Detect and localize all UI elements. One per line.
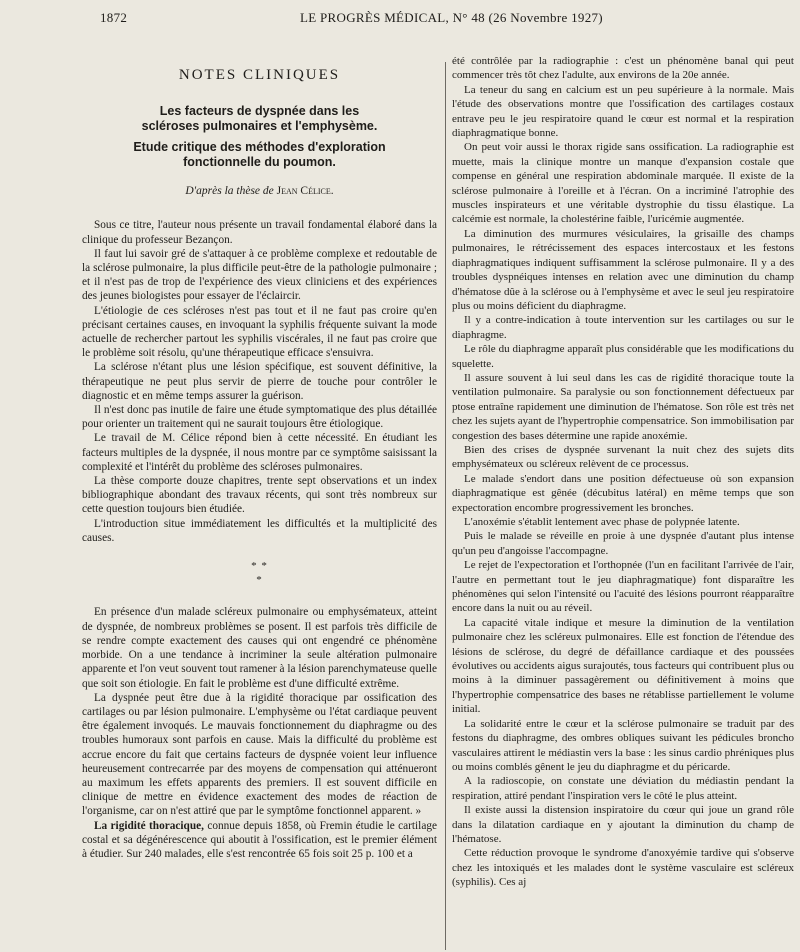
paragraph: Le malade s'endort dans une position défectueuse où son expansion diaphragmatique est gênée (décubitus latéral) en même temps que son expectoration encombre progressivement les bronches. (452, 472, 794, 514)
paragraph: L'étiologie de ces scléroses n'est pas tout et il ne faut pas croire qu'en précisant certaines causes, en invoquant la syphilis fréquente suivant la mode actuelle de rechercher partout les syphilis viscérales, il ne faut pas croire que le problème soit résolu, qu'une thérapeutique efficace s'ensuivra. (82, 304, 437, 360)
right-column (452, 54, 794, 890)
article-subtitle-line: Etude critique des méthodes d'exploration (133, 140, 386, 155)
column-divider (445, 62, 446, 950)
paragraph: Il existe aussi la distension inspiratoire du cœur qui joue un grand rôle dans la dilatation cardiaque en y ajoutant la diminution du champ de l'hématose. (452, 804, 794, 845)
paragraph: Sous ce titre, l'auteur nous présente un travail fondamental élaboré dans la clinique du professeur Bezançon. (82, 219, 437, 246)
paragraph: Puis le malade se réveille en proie à une dyspnée d'autant plus intense qu'un peu d'angoisse l'accompagne. (452, 530, 794, 557)
running-header (0, 0, 800, 34)
byline (82, 184, 437, 198)
paragraph: Il faut lui savoir gré de s'attaquer à ce problème complexe et redoutable de la sclérose pulmonaire, la plus difficile peut-être de la pathologie pulmonaire ; et il n'est pas de trop de l'expérience des vieux cliniciens et des expériences des jeunes biologistes pour essayer de l'éclaircir. (82, 247, 437, 303)
paragraph: Il assure souvent à lui seul dans les cas de rigidité thoracique toute la ventilation pulmonaire. Sa paralysie ou son fonctionnement défectueux par ptose entraîne rapidement une diminution de l'hématose. Son rôle est très net chez les sujets ayant de l'hypertrophie compensatrice. Son immobilisation par congestion des bases détermine une rapide anoxémie. (452, 371, 794, 442)
paragraph: On peut voir aussi le thorax rigide sans ossification. La radiographie est muette, mais la clinique montre un manque d'expansion costale que compense en général une respiration abdominale marquée. Il existe de la sclérose pulmonaire à l'oreille et à l'écran. On a incriminé l'atrophie des muscles inspirateurs et une véritable dystrophie du tissu élastique. La calcémie est normale, la cholestérine faible, l'uricémie augmentée. (452, 141, 794, 226)
paragraph: Cette réduction provoque le syndrome d'anoxyémie tardive qui s'observe chez les intoxiqués et les malades dont le système vasculaire est scléreux (syphilis). Ces aj (452, 847, 794, 889)
paragraph: L'introduction situe immédiatement les difficultés et la multiplicité des causes. (82, 517, 437, 544)
article-title (82, 104, 437, 134)
byline-prefix: D'après la thèse de (185, 185, 274, 198)
running-title: LE PROGRÈS MÉDICAL, N° 48 (26 Novembre 1927) (300, 10, 603, 25)
left-column (82, 68, 437, 861)
paragraph: L'anoxémie s'établit lentement avec phase de polypnée latente. (464, 516, 740, 528)
paragraph-lead-bold: La rigidité thoracique, (94, 819, 204, 832)
paragraph: La solidarité entre le cœur et la sclérose pulmonaire se traduit par des festons du diaphragme, des ombres obliques suivant les pédicules broncho vasculaires attirent le médiastin vers la base : les sinus cardio phréniques plus ou moins comblés gênent le jeu du diaphragme et du péricarde. (452, 717, 794, 773)
paragraph: La capacité vitale indique et mesure la diminution de la ventilation pulmonaire chez les scléreux pulmonaires. Elle est fonction de l'étendue des lésions de sclérose, du degré de défaillance cardiaque et des poussées évolutives ou accidents aigus surajoutés, tous facteurs qui contribuent plus ou moins à la diminuer passagèrement ou définitivement à moins que l'hypertrophie compensatrice des bases ne rétablisse partiellement le volume initial. (452, 616, 794, 716)
paragraph: La thèse comporte douze chapitres, trente sept observations et un index bibliographique abondant des travaux récents, qui sont très nombreux sur cette question toujours bien étudiée. (82, 475, 437, 516)
paragraph: Le travail de M. Célice répond bien à cette nécessité. En étudiant les facteurs multiples de la dyspnée, il nous montre par ce symptôme saisissant la complexité et l'intérêt du problème des scléroses pulmonaires. (82, 432, 437, 473)
article-subtitle-line: fonctionnelle du poumon. (183, 155, 336, 170)
section-break-stars: * * * (251, 560, 268, 587)
paragraph: Il y a contre-indication à toute intervention sur les cartilages ou sur le diaphragme. (452, 314, 794, 341)
paragraph: Le rôle du diaphragme apparaît plus considérable que les modifications du squelette. (452, 343, 794, 370)
article-title-line: scléroses pulmonaires et l'emphysème. (141, 119, 378, 134)
paragraph: été contrôlée par la radiographie : c'est un phénomène banal qui peut commencer très tôt chez l'adulte, aux environs de la 20e année. (452, 55, 794, 82)
section-title: NOTES CLINIQUES (178, 67, 341, 83)
paragraph: La sclérose n'étant plus une lésion spécifique, est souvent définitive, la thérapeutique ne peut plus servir de pierre de touche pour contrôler le diagnostic et en même temps assurer la guérison. (82, 361, 437, 402)
paragraph: La dyspnée peut être due à la rigidité thoracique par ossification des cartilages ou par lésion pulmonaire. L'emphysème ou l'état cardiaque peuvent être également invoqués. Le mauvais fonctionnement du diaphragme ou des troubles humoraux sont parfois en cause. Mais la difficulté du problème est accrue encore du fait que certains facteurs de dyspnée voient leur influence heureusement contrecarrée par des moyens de compensation qui atténueront au maximum les effets apparents des premiers. Il est souvent difficile en clinique de mettre en évidence exactement des modes de réaction de l'organisme, car on n'est attiré que par le symptôme fonctionnel apparent. » (82, 691, 437, 818)
paragraph: A la radioscopie, on constate une déviation du médiastin pendant la respiration, attiré pendant l'inspiration vers le côté le plus atteint. (452, 775, 794, 802)
paragraph: La diminution des murmures vésiculaires, la grisaille des champs pulmonaires, le rétrécissement des espaces intercostaux et les festons diaphragmatiques indiquent suffisamment la sclérose pulmonaire. Il y a des troubles dyspnéiques intenses en relation avec une diminution du champ d'hématose dûe à la sclérose ou à l'emphysème et avec le seul jeu respiratoire plus ou moins déficient du diaphragme. (452, 227, 794, 312)
paragraph (82, 819, 437, 862)
paragraph: Le rejet de l'expectoration et l'orthopnée (l'un en facilitant l'arrivée de l'air, l'autre en permettant tout le jeu diaphragmatique) font disparaître les phénomènes qui selon l'intensité ou l'acuité des lésions pourront réapparaître encore dans la nuit ou au réveil. (452, 559, 794, 615)
paragraph: En présence d'un malade scléreux pulmonaire ou emphysémateux, atteint de dyspnée, de nombreux problèmes se posent. Il est parfois très difficile de se rendre compte exactement des causes qui ont engendré ce phénomène morbide. On a une tendance à incriminer la seule altération pulmonaire apparente et l'on veut souvent tout ramener à la lésion parenchymateuse quelle que soit son étiologie. En fait le problème est d'une difficulté extrême. (82, 606, 437, 690)
paragraph: La teneur du sang en calcium est un peu supérieure à la normale. Mais l'étude des observations montre que l'ossification des cartilages costaux entrave peu le jeu respiratoire quand le cœur est normal et la respiration diaphragmatique bonne. (452, 83, 794, 140)
paragraph: Bien des crises de dyspnée survenant la nuit chez des sujets dits emphysémateux ou scléreux relèvent de ce processus. (452, 443, 794, 471)
article-title-line: Les facteurs de dyspnée dans les (159, 104, 360, 119)
page-number: 1872 (100, 10, 128, 25)
paragraph: Il n'est donc pas inutile de faire une étude symptomatique des plus détaillée pour orienter un traitement qui ne saurait toujours être étiologique. (82, 404, 437, 431)
paragraph-body: connue depuis 1858, où Fremin étudie le cartilage costal et sa dégénérescence qui aboutit à l'ossification, est le premier élément à étudier. Sur 240 malades, elle s'est rencontrée 65 fois soit 25 p. 100 et a (82, 819, 437, 860)
article-subtitle (82, 140, 437, 170)
byline-author: Jean Célice. (276, 185, 334, 198)
